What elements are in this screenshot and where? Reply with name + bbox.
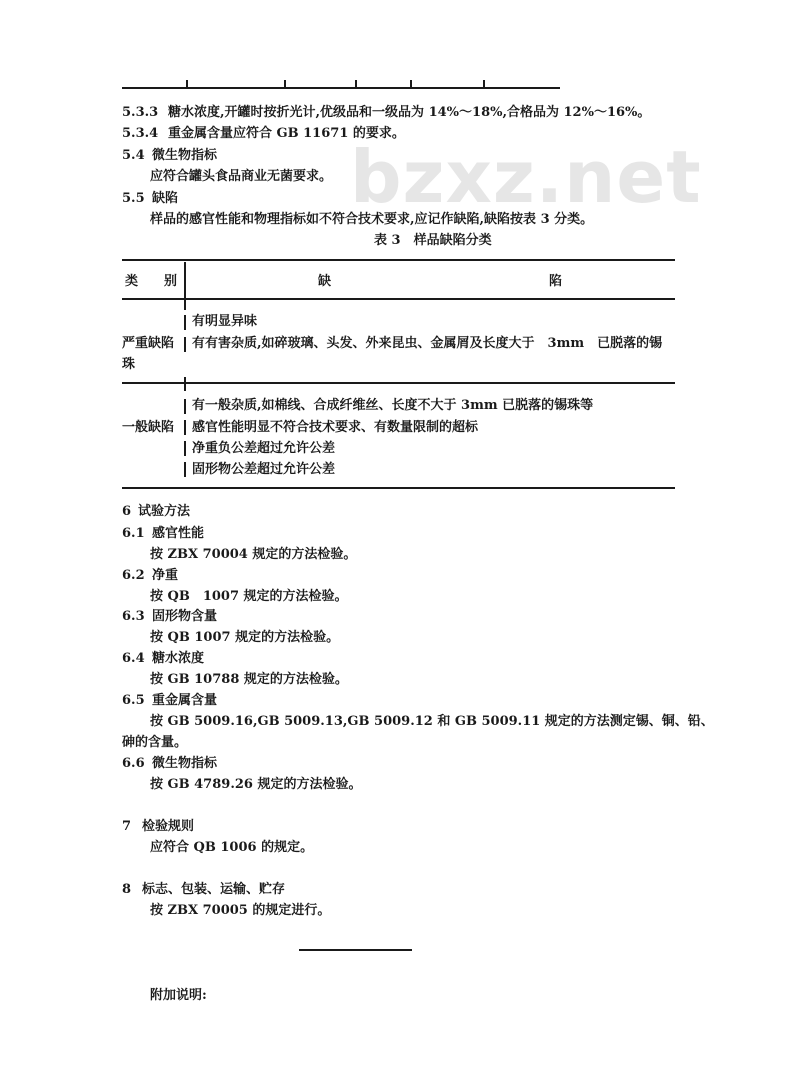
general-defect-item: 净重负公差超过允许公差	[192, 441, 336, 456]
clause-6-2-number: 6.2	[122, 568, 145, 583]
clause-6-5-body: 按 GB 5009.16,GB 5009.13,GB 5009.12 和 GB 5009.11 规定的方法测定锡、铜、铅、	[150, 714, 714, 729]
clause-6-1-body: 按 ZBX 70004 规定的方法检验。	[150, 547, 357, 562]
top-rule-tick	[410, 80, 412, 88]
watermark: bzxz.net	[350, 135, 702, 219]
table-row-rule	[122, 382, 675, 384]
serious-defect-item: 有有害杂质,如碎玻璃、头发、外来昆虫、金属屑及长度大于 3mm 已脱落的锡	[192, 336, 663, 351]
end-of-text-rule	[299, 949, 412, 951]
section-8-body: 按 ZBX 70005 的规定进行。	[150, 903, 331, 918]
table-header-defect-2: 陷	[549, 274, 563, 289]
clause-6-3-number: 6.3	[122, 609, 145, 624]
clause-6-1-title: 感官性能	[152, 526, 205, 541]
clause-6-6-number: 6.6	[122, 756, 145, 771]
general-defect-label: 一般缺陷	[122, 420, 175, 435]
top-rule-tick	[186, 80, 188, 88]
clause-5-5-number: 5.5	[122, 191, 145, 206]
table-column-divider	[184, 337, 186, 352]
section-8-number: 8	[122, 882, 132, 897]
table-header-category: 类 别	[125, 274, 178, 289]
clause-6-5-title: 重金属含量	[152, 693, 218, 708]
table-column-divider	[184, 300, 186, 310]
table-column-divider	[184, 315, 186, 330]
clause-6-2-body: 按 QB 1007 规定的方法检验。	[150, 589, 348, 604]
top-rule-tick	[284, 80, 286, 88]
clause-5-3-3-text: 糖水浓度,开罐时按折光计,优级品和一级品为 14%～18%,合格品为 12%～16%。	[168, 105, 651, 120]
table-header-defect-1: 缺	[318, 274, 332, 289]
clause-6-5-number: 6.5	[122, 693, 145, 708]
clause-6-4-number: 6.4	[122, 651, 145, 666]
general-defect-item: 感官性能明显不符合技术要求、有数量限制的超标	[192, 420, 479, 435]
table-column-divider	[184, 420, 186, 435]
appendix-label: 附加说明:	[150, 988, 207, 1003]
table-column-divider	[184, 262, 186, 298]
table-column-divider	[184, 441, 186, 456]
clause-5-5-body: 样品的感官性能和物理指标如不符合技术要求,应记作缺陷,缺陷按表 3 分类。	[150, 212, 594, 227]
serious-defect-label: 严重缺陷	[122, 336, 175, 351]
clause-6-5-body-cont: 砷的含量。	[122, 735, 188, 750]
clause-5-3-4-number: 5.3.4	[122, 126, 159, 141]
clause-5-3-3-number: 5.3.3	[122, 105, 159, 120]
clause-6-6-title: 微生物指标	[152, 756, 218, 771]
serious-defect-item: 有明显异味	[192, 314, 258, 329]
clause-6-6-body: 按 GB 4789.26 规定的方法检验。	[150, 777, 362, 792]
section-6-title: 试验方法	[138, 504, 191, 519]
clause-6-4-body: 按 GB 10788 规定的方法检验。	[150, 672, 348, 687]
clause-6-4-title: 糖水浓度	[152, 651, 205, 666]
section-7-title: 检验规则	[142, 819, 195, 834]
table-column-divider	[184, 462, 186, 477]
section-8-title: 标志、包装、运输、贮存	[142, 882, 286, 897]
clause-5-4-body: 应符合罐头食品商业无菌要求。	[150, 169, 333, 184]
serious-defect-label-wrap: 珠	[122, 357, 136, 372]
clause-6-3-body: 按 QB 1007 规定的方法检验。	[150, 630, 340, 645]
general-defect-item: 固形物公差超过允许公差	[192, 462, 336, 477]
section-6-number: 6	[122, 504, 132, 519]
section-7-number: 7	[122, 819, 132, 834]
table-header-rule	[122, 298, 675, 300]
table-column-divider	[184, 399, 186, 414]
clause-6-3-title: 固形物含量	[152, 609, 218, 624]
table-top-rule	[122, 259, 675, 261]
clause-5-3-4-text: 重金属含量应符合 GB 11671 的要求。	[168, 126, 405, 141]
general-defect-item: 有一般杂质,如棉线、合成纤维丝、长度不大于 3mm 已脱落的锡珠等	[192, 398, 594, 413]
table-column-divider	[184, 377, 186, 391]
top-rule-tick	[355, 80, 357, 88]
top-rule-tick	[483, 80, 485, 88]
clause-5-4-number: 5.4	[122, 148, 145, 163]
section-7-body: 应符合 QB 1006 的规定。	[150, 840, 314, 855]
table-3-caption: 表 3 样品缺陷分类	[374, 233, 492, 248]
table-bottom-rule	[122, 487, 675, 489]
clause-6-2-title: 净重	[152, 568, 179, 583]
clause-5-5-title: 缺陷	[152, 191, 179, 206]
clause-5-4-title: 微生物指标	[152, 148, 218, 163]
clause-6-1-number: 6.1	[122, 526, 145, 541]
